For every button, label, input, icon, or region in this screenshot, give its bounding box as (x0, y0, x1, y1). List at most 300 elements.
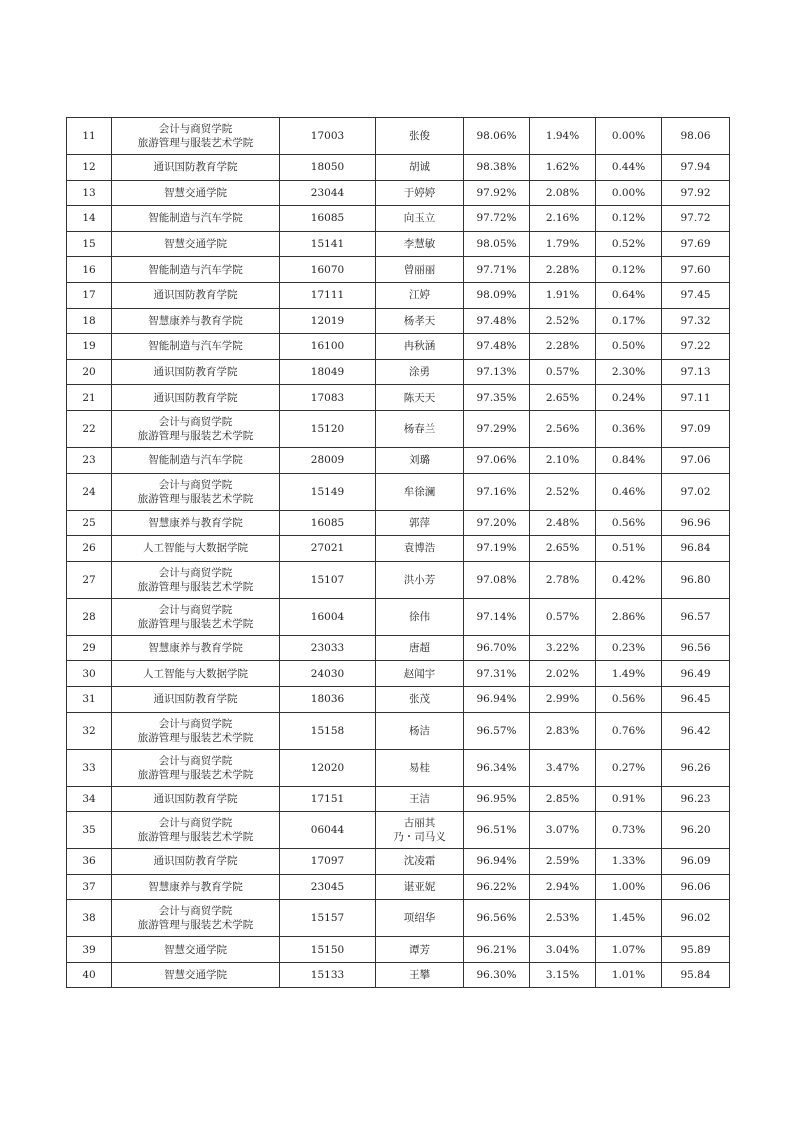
id-cell: 28009 (280, 447, 376, 473)
college-cell (112, 712, 280, 749)
college-cell-line: 通识国防教育学院 (153, 792, 238, 805)
table-body (67, 118, 730, 988)
percent-2-cell: 3.22% (530, 635, 596, 661)
rank-cell: 22 (67, 410, 112, 447)
rank-cell: 19 (67, 334, 112, 360)
id-cell: 17151 (280, 786, 376, 812)
id-cell: 17111 (280, 282, 376, 308)
percent-1-cell: 97.31% (464, 661, 530, 687)
percent-2-cell: 2.28% (530, 334, 596, 360)
percent-1-cell: 96.51% (464, 812, 530, 849)
college-cell-line: 会计与商贸学院 (158, 603, 233, 616)
percent-1-cell: 97.16% (464, 473, 530, 510)
name-cell (376, 180, 464, 206)
table-row (67, 510, 730, 536)
score-cell: 97.06 (662, 447, 730, 473)
name-cell-line: 谭芳 (409, 943, 430, 956)
rank-cell: 14 (67, 206, 112, 232)
rank-cell: 11 (67, 118, 112, 155)
percent-3-cell: 1.00% (596, 874, 662, 900)
percent-2-cell: 3.15% (530, 962, 596, 988)
rank-cell: 33 (67, 749, 112, 786)
name-cell-line: 李慧敏 (403, 238, 436, 251)
percent-3-cell: 0.36% (596, 410, 662, 447)
college-cell-line: 旅游管理与服装艺术学院 (137, 429, 254, 442)
percent-2-cell: 3.47% (530, 749, 596, 786)
score-cell: 96.06 (662, 874, 730, 900)
name-cell (376, 231, 464, 257)
college-cell-line: 通识国防教育学院 (153, 391, 238, 404)
rank-cell: 17 (67, 282, 112, 308)
name-cell-line: 沈凌霜 (403, 855, 436, 868)
table-row (67, 334, 730, 360)
name-cell-line: 袁博浩 (403, 542, 436, 555)
college-cell (112, 473, 280, 510)
percent-1-cell: 98.09% (464, 282, 530, 308)
percent-2-cell: 2.28% (530, 257, 596, 283)
score-cell: 96.45 (662, 686, 730, 712)
percent-2-cell: 0.57% (530, 359, 596, 385)
percent-1-cell: 96.21% (464, 937, 530, 963)
name-cell-line: 胡诚 (409, 161, 430, 174)
id-cell: 15120 (280, 410, 376, 447)
percent-3-cell: 0.46% (596, 473, 662, 510)
percent-2-cell: 2.56% (530, 410, 596, 447)
id-cell: 17003 (280, 118, 376, 155)
percent-1-cell: 97.35% (464, 385, 530, 411)
college-cell (112, 206, 280, 232)
score-cell: 97.45 (662, 282, 730, 308)
college-cell-line: 会计与商贸学院 (158, 478, 233, 491)
score-cell: 96.56 (662, 635, 730, 661)
table-row (67, 661, 730, 687)
percent-1-cell: 97.20% (464, 510, 530, 536)
percent-1-cell: 98.05% (464, 231, 530, 257)
percent-3-cell: 1.01% (596, 962, 662, 988)
name-cell-line: 唐超 (409, 642, 430, 655)
table-row (67, 118, 730, 155)
table-row (67, 410, 730, 447)
name-cell (376, 282, 464, 308)
rank-cell: 23 (67, 447, 112, 473)
rank-cell: 18 (67, 308, 112, 334)
percent-3-cell: 2.30% (596, 359, 662, 385)
id-cell: 12019 (280, 308, 376, 334)
percent-1-cell: 96.70% (464, 635, 530, 661)
percent-1-cell: 97.72% (464, 206, 530, 232)
percent-2-cell: 2.02% (530, 661, 596, 687)
college-cell (112, 536, 280, 562)
score-cell: 96.09 (662, 849, 730, 875)
name-cell-line: 刘璐 (409, 454, 430, 467)
name-cell-line: 郭萍 (409, 516, 430, 529)
table-row (67, 962, 730, 988)
rank-cell: 32 (67, 712, 112, 749)
rank-cell: 28 (67, 598, 112, 635)
score-cell: 96.57 (662, 598, 730, 635)
id-cell: 27021 (280, 536, 376, 562)
percent-3-cell: 2.86% (596, 598, 662, 635)
percent-1-cell: 97.19% (464, 536, 530, 562)
percent-3-cell: 0.64% (596, 282, 662, 308)
percent-3-cell: 0.56% (596, 510, 662, 536)
rank-cell: 39 (67, 937, 112, 963)
name-cell (376, 849, 464, 875)
name-cell (376, 359, 464, 385)
percent-2-cell: 2.78% (530, 561, 596, 598)
percent-3-cell: 0.12% (596, 257, 662, 283)
college-cell-line: 会计与商贸学院 (158, 566, 233, 579)
rank-cell: 24 (67, 473, 112, 510)
score-cell: 95.84 (662, 962, 730, 988)
college-cell (112, 231, 280, 257)
college-cell-line: 旅游管理与服装艺术学院 (137, 919, 254, 932)
college-cell-line: 智慧康养与教育学院 (148, 642, 243, 655)
percent-1-cell: 97.14% (464, 598, 530, 635)
percent-1-cell: 96.30% (464, 962, 530, 988)
college-cell (112, 749, 280, 786)
rank-cell: 34 (67, 786, 112, 812)
college-cell (112, 661, 280, 687)
name-cell (376, 749, 464, 786)
college-cell-line: 旅游管理与服装艺术学院 (137, 492, 254, 505)
percent-3-cell: 1.07% (596, 937, 662, 963)
percent-3-cell: 1.49% (596, 661, 662, 687)
percent-2-cell: 2.85% (530, 786, 596, 812)
college-cell-line: 智能制造与汽车学院 (148, 454, 243, 467)
id-cell: 12020 (280, 749, 376, 786)
id-cell: 23033 (280, 635, 376, 661)
name-cell (376, 661, 464, 687)
percent-2-cell: 2.10% (530, 447, 596, 473)
name-cell-line: 易桂 (409, 761, 430, 774)
college-cell-line: 人工智能与大数据学院 (143, 542, 248, 555)
percent-1-cell: 98.38% (464, 155, 530, 181)
table-row (67, 155, 730, 181)
percent-1-cell: 96.22% (464, 874, 530, 900)
college-cell (112, 900, 280, 937)
score-cell: 96.23 (662, 786, 730, 812)
table-row (67, 536, 730, 562)
college-cell (112, 410, 280, 447)
college-cell (112, 849, 280, 875)
name-cell (376, 536, 464, 562)
college-cell-line: 会计与商贸学院 (158, 415, 233, 428)
name-cell-line: 江婷 (409, 289, 430, 302)
name-cell (376, 118, 464, 155)
id-cell: 15133 (280, 962, 376, 988)
name-cell (376, 635, 464, 661)
table-row (67, 282, 730, 308)
score-cell: 97.72 (662, 206, 730, 232)
percent-2-cell: 0.57% (530, 598, 596, 635)
table-row (67, 874, 730, 900)
percent-2-cell: 2.52% (530, 473, 596, 510)
name-cell-line: 谌亚妮 (403, 880, 436, 893)
college-cell (112, 786, 280, 812)
percent-2-cell: 2.65% (530, 385, 596, 411)
name-cell-line: 杨洁 (409, 724, 430, 737)
percent-2-cell: 3.04% (530, 937, 596, 963)
score-cell: 96.02 (662, 900, 730, 937)
percent-3-cell: 0.42% (596, 561, 662, 598)
table-row (67, 359, 730, 385)
id-cell: 16004 (280, 598, 376, 635)
percent-2-cell: 2.59% (530, 849, 596, 875)
percent-3-cell: 0.27% (596, 749, 662, 786)
percent-1-cell: 96.56% (464, 900, 530, 937)
percent-2-cell: 1.91% (530, 282, 596, 308)
score-cell: 96.26 (662, 749, 730, 786)
name-cell-line: 张俊 (409, 130, 430, 142)
percent-2-cell: 2.52% (530, 308, 596, 334)
percent-2-cell: 2.99% (530, 686, 596, 712)
id-cell: 06044 (280, 812, 376, 849)
percent-3-cell: 1.33% (596, 849, 662, 875)
name-cell (376, 257, 464, 283)
score-cell: 96.96 (662, 510, 730, 536)
name-cell (376, 962, 464, 988)
name-cell-line: 向玉立 (403, 212, 436, 225)
rank-cell: 30 (67, 661, 112, 687)
percent-1-cell: 97.48% (464, 334, 530, 360)
percent-1-cell: 96.95% (464, 786, 530, 812)
college-cell (112, 282, 280, 308)
college-cell-line: 旅游管理与服装艺术学院 (137, 580, 254, 593)
college-cell-line: 智慧康养与教育学院 (148, 880, 243, 893)
percent-3-cell: 0.56% (596, 686, 662, 712)
name-cell (376, 334, 464, 360)
name-cell (376, 510, 464, 536)
college-cell-line: 旅游管理与服装艺术学院 (137, 617, 254, 630)
percent-1-cell: 96.94% (464, 849, 530, 875)
name-cell-line: 乃・司马义 (393, 831, 446, 844)
ranking-table-page (66, 117, 729, 988)
college-cell-line: 通识国防教育学院 (153, 855, 238, 868)
percent-2-cell: 1.79% (530, 231, 596, 257)
table-row (67, 308, 730, 334)
rank-cell: 16 (67, 257, 112, 283)
name-cell-line: 牟徐澜 (403, 485, 436, 498)
table-row (67, 473, 730, 510)
percent-1-cell: 97.29% (464, 410, 530, 447)
percent-3-cell: 0.91% (596, 786, 662, 812)
table-row (67, 447, 730, 473)
name-cell (376, 410, 464, 447)
college-cell (112, 308, 280, 334)
percent-3-cell: 0.44% (596, 155, 662, 181)
college-cell-line: 智能制造与汽车学院 (148, 263, 243, 276)
id-cell: 15107 (280, 561, 376, 598)
percent-2-cell: 2.94% (530, 874, 596, 900)
table-row (67, 749, 730, 786)
score-cell: 98.06 (662, 118, 730, 155)
score-cell: 97.11 (662, 385, 730, 411)
table-row (67, 180, 730, 206)
name-cell-line: 徐伟 (409, 610, 430, 623)
name-cell (376, 812, 464, 849)
college-cell (112, 118, 280, 155)
percent-2-cell: 2.83% (530, 712, 596, 749)
table-row (67, 206, 730, 232)
college-cell (112, 155, 280, 181)
name-cell (376, 937, 464, 963)
college-cell (112, 874, 280, 900)
percent-1-cell: 97.13% (464, 359, 530, 385)
id-cell: 16070 (280, 257, 376, 283)
id-cell: 18036 (280, 686, 376, 712)
college-cell-line: 智慧交通学院 (164, 969, 227, 982)
percent-2-cell: 2.53% (530, 900, 596, 937)
college-cell-line: 会计与商贸学院 (158, 905, 233, 918)
id-cell: 15157 (280, 900, 376, 937)
college-cell (112, 257, 280, 283)
percent-2-cell: 1.94% (530, 118, 596, 155)
college-cell (112, 510, 280, 536)
percent-3-cell: 0.17% (596, 308, 662, 334)
college-cell-line: 会计与商贸学院 (158, 754, 233, 767)
college-cell (112, 635, 280, 661)
percent-1-cell: 96.94% (464, 686, 530, 712)
id-cell: 16085 (280, 206, 376, 232)
college-cell-line: 智慧交通学院 (164, 186, 227, 199)
rank-cell: 21 (67, 385, 112, 411)
score-cell: 97.32 (662, 308, 730, 334)
name-cell (376, 447, 464, 473)
percent-3-cell: 0.52% (596, 231, 662, 257)
id-cell: 23044 (280, 180, 376, 206)
name-cell (376, 561, 464, 598)
name-cell-line: 赵闻宇 (403, 667, 436, 680)
name-cell (376, 598, 464, 635)
rank-cell: 31 (67, 686, 112, 712)
percent-3-cell: 1.45% (596, 900, 662, 937)
id-cell: 15141 (280, 231, 376, 257)
rank-cell: 38 (67, 900, 112, 937)
rank-cell: 36 (67, 849, 112, 875)
table-row (67, 686, 730, 712)
name-cell-line: 曾丽丽 (403, 263, 436, 276)
percent-2-cell: 2.65% (530, 536, 596, 562)
percent-3-cell: 0.23% (596, 635, 662, 661)
score-cell: 97.69 (662, 231, 730, 257)
name-cell-line: 洪小芳 (403, 573, 436, 586)
id-cell: 23045 (280, 874, 376, 900)
score-cell: 96.49 (662, 661, 730, 687)
college-cell-line: 智慧交通学院 (164, 943, 227, 956)
name-cell (376, 786, 464, 812)
name-cell-line: 陈天天 (403, 391, 436, 404)
name-cell (376, 712, 464, 749)
percent-1-cell: 97.71% (464, 257, 530, 283)
table-row (67, 635, 730, 661)
name-cell-line: 于婷婷 (403, 186, 436, 199)
score-cell: 97.94 (662, 155, 730, 181)
rank-cell: 40 (67, 962, 112, 988)
percent-2-cell: 2.48% (530, 510, 596, 536)
college-cell-line: 智慧康养与教育学院 (148, 516, 243, 529)
name-cell-line: 王攀 (409, 969, 430, 982)
rank-cell: 15 (67, 231, 112, 257)
table-row (67, 712, 730, 749)
score-cell: 97.60 (662, 257, 730, 283)
percent-1-cell: 96.57% (464, 712, 530, 749)
id-cell: 16100 (280, 334, 376, 360)
name-cell (376, 308, 464, 334)
college-cell-line: 通识国防教育学院 (153, 693, 238, 706)
college-cell-line: 智能制造与汽车学院 (148, 340, 243, 353)
score-cell: 95.89 (662, 937, 730, 963)
college-cell (112, 180, 280, 206)
percent-3-cell: 0.00% (596, 180, 662, 206)
college-cell-line: 通识国防教育学院 (153, 366, 238, 379)
rank-cell: 12 (67, 155, 112, 181)
college-cell (112, 812, 280, 849)
college-cell-line: 通识国防教育学院 (153, 289, 238, 302)
percent-3-cell: 0.50% (596, 334, 662, 360)
percent-1-cell: 97.92% (464, 180, 530, 206)
college-cell-line: 智慧康养与教育学院 (148, 314, 243, 327)
name-cell (376, 473, 464, 510)
college-cell (112, 447, 280, 473)
table-row (67, 786, 730, 812)
name-cell-line: 项绍华 (403, 912, 436, 925)
name-cell-line: 涂勇 (409, 366, 430, 379)
college-cell-line: 旅游管理与服装艺术学院 (137, 731, 254, 744)
college-cell-line: 旅游管理与服装艺术学院 (137, 768, 254, 781)
rank-cell: 13 (67, 180, 112, 206)
percent-1-cell: 96.34% (464, 749, 530, 786)
id-cell: 17083 (280, 385, 376, 411)
percent-3-cell: 0.84% (596, 447, 662, 473)
college-cell-line: 会计与商贸学院 (158, 123, 233, 135)
college-cell (112, 686, 280, 712)
table-row (67, 598, 730, 635)
rank-cell: 27 (67, 561, 112, 598)
percent-1-cell: 97.06% (464, 447, 530, 473)
college-cell-line: 旅游管理与服装艺术学院 (137, 831, 254, 844)
table-row (67, 231, 730, 257)
table-row (67, 900, 730, 937)
score-cell: 96.20 (662, 812, 730, 849)
name-cell-line: 杨孝天 (403, 314, 436, 327)
name-cell (376, 155, 464, 181)
id-cell: 18049 (280, 359, 376, 385)
table-row (67, 849, 730, 875)
college-cell-line: 通识国防教育学院 (153, 161, 238, 174)
percent-2-cell: 1.62% (530, 155, 596, 181)
name-cell (376, 385, 464, 411)
table-row (67, 385, 730, 411)
name-cell (376, 206, 464, 232)
college-cell (112, 962, 280, 988)
name-cell-line: 古丽其 (403, 817, 436, 830)
id-cell: 16085 (280, 510, 376, 536)
table-row (67, 561, 730, 598)
score-cell: 97.92 (662, 180, 730, 206)
college-cell (112, 359, 280, 385)
college-cell-line: 人工智能与大数据学院 (143, 667, 248, 680)
percent-3-cell: 0.73% (596, 812, 662, 849)
table-row (67, 937, 730, 963)
college-cell-line: 智能制造与汽车学院 (148, 212, 243, 225)
score-cell: 96.80 (662, 561, 730, 598)
rank-cell: 25 (67, 510, 112, 536)
college-cell-line: 智慧交通学院 (164, 238, 227, 251)
id-cell: 24030 (280, 661, 376, 687)
id-cell: 18050 (280, 155, 376, 181)
college-cell (112, 937, 280, 963)
